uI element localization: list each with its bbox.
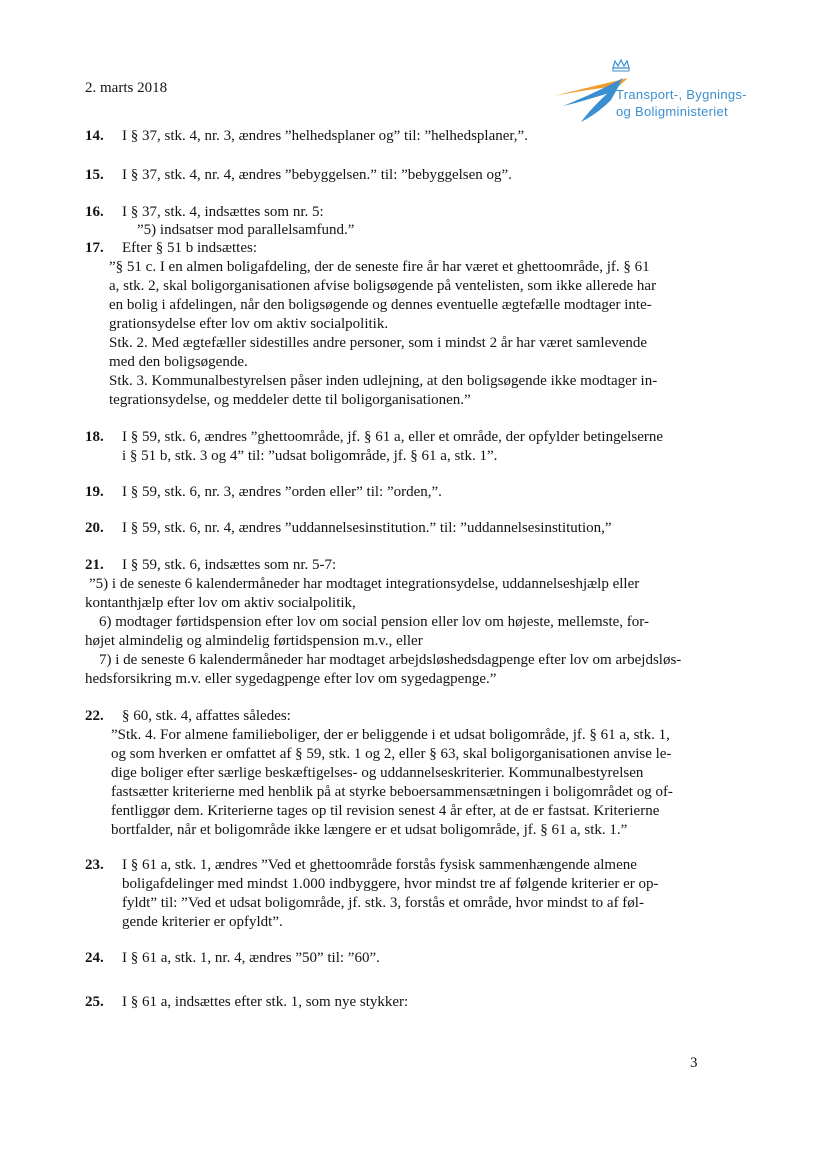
item-number: 24.: [85, 950, 104, 966]
item-text: I § 59, stk. 6, nr. 3, ændres ”orden eller” til: ”orden,”.: [122, 484, 442, 500]
item-line: med den boligsøgende.: [109, 354, 248, 370]
item-line: ”5) i de seneste 6 kalendermåneder har modtaget integrationsydelse, uddannelseshjælp eller: [89, 576, 640, 592]
item-line: boligafdelinger med mindst 1.000 indbyggere, hvor mindst tre af følgende kriterier er op-: [122, 876, 659, 892]
item-line: dige boliger efter særlige beskæftigelses- og uddannelseskriterier. Kommunalbestyrelsen: [111, 765, 644, 781]
item-text: Efter § 51 b indsættes:: [122, 240, 257, 256]
item-text: I § 59, stk. 6, ændres ”ghettoområde, jf. § 61 a, eller et område, der opfylder betingelserne: [122, 429, 664, 445]
item-text: I § 61 a, stk. 1, ændres ”Ved et ghettoområde forstås fysisk sammenhængende almene: [122, 857, 637, 873]
item-line: kontanthjælp efter lov om aktiv socialpolitik,: [85, 595, 356, 611]
item-number: 14.: [85, 128, 104, 144]
item-line: fentliggør dem. Kriterierne tages op til revision senest 4 år efter, at de er fastsat. Kriterierne: [111, 803, 660, 819]
item-line: 6) modtager førtidspension efter lov om social pension eller lov om højeste, mellemste, for-: [99, 614, 649, 630]
logo-text-line-1: Transport-, Bygnings-: [616, 87, 747, 102]
item-text: I § 61 a, stk. 1, nr. 4, ændres ”50” til: ”60”.: [122, 950, 380, 966]
item-number: 16.: [85, 204, 104, 220]
page-number: 3: [690, 1055, 698, 1071]
item-line: bortfalder, når et boligområde ikke længere er et udsat boligområde, jf. § 61 a, stk. 1.”: [111, 822, 628, 838]
item-line: 7) i de seneste 6 kalendermåneder har modtaget arbejdsløshedsdagpenge efter lov om arbejdsløs-: [99, 652, 682, 668]
item-line: i § 51 b, stk. 3 og 4” til: ”udsat boligområde, jf. § 61 a, stk. 1”.: [122, 448, 498, 464]
item-number: 22.: [85, 708, 104, 724]
item-text: I § 61 a, indsættes efter stk. 1, som nye stykker:: [122, 994, 409, 1010]
item-line: fastsætter kriterierne med henblik på at styrke beboersammensætningen i boligområdet og of-: [111, 784, 673, 800]
crown-icon: [613, 60, 629, 71]
item-number: 20.: [85, 520, 104, 536]
item-text: I § 37, stk. 4, nr. 4, ændres ”bebyggelsen.” til: ”bebyggelsen og”.: [122, 167, 512, 183]
item-line: og som hverken er omfattet af § 59, stk. 1 og 2, eller § 63, skal boligorganisationen anvise le-: [111, 746, 672, 762]
item-line: hedsforsikring m.v. eller sygedagpenge efter lov om sygedagpenge.”: [85, 671, 497, 687]
item-number: 15.: [85, 167, 104, 183]
item-number: 19.: [85, 484, 104, 500]
item-line: gende kriterier er opfyldt”.: [122, 914, 283, 930]
item-number: 21.: [85, 557, 104, 573]
item-line: en bolig i afdelingen, når den boligsøgende og dennes eventuelle ægtefælle modtager inte-: [109, 297, 652, 313]
date: 2. marts 2018: [85, 80, 168, 96]
item-number: 18.: [85, 429, 104, 445]
item-text: I § 59, stk. 6, nr. 4, ændres ”uddannelsesinstitution.” til: ”uddannelsesinstitution,”: [122, 520, 612, 536]
item-number: 25.: [85, 994, 104, 1010]
item-number: 23.: [85, 857, 104, 873]
item-line: fyldt” til: ”Ved et udsat boligområde, jf. stk. 3, forstås et område, hvor mindst to af føl-: [122, 895, 644, 911]
item-text: I § 37, stk. 4, nr. 3, ændres ”helhedsplaner og” til: ”helhedsplaner,”.: [122, 128, 528, 144]
item-line: højet almindelig og almindelig førtidspension m.v., eller: [85, 633, 423, 649]
item-number: 17.: [85, 240, 104, 256]
item-line: a, stk. 2, skal boligorganisationen afvise boligsøgende på ventelisten, som ikke allerede har: [109, 278, 657, 294]
item-line: Stk. 3. Kommunalbestyrelsen påser inden udlejning, at den boligsøgende ikke modtager in-: [109, 373, 658, 389]
item-line: ”§ 51 c. I en almen boligafdeling, der de seneste fire år har været et ghettoområde, jf. § 61: [109, 259, 650, 275]
item-line: tegrationsydelse, og meddeler dette til boligorganisationen.”: [109, 392, 471, 408]
item-line: ”Stk. 4. For almene familieboliger, der er beliggende i et udsat boligområde, jf. § 61 a, stk. 1,: [111, 727, 670, 743]
item-line: Stk. 2. Med ægtefæller sidestilles andre personer, som i mindst 2 år har været samlevende: [109, 335, 648, 351]
item-text: I § 37, stk. 4, indsættes som nr. 5:: [122, 204, 324, 220]
item-line: grationsydelse efter lov om aktiv socialpolitik.: [109, 316, 389, 332]
item-text: I § 59, stk. 6, indsættes som nr. 5-7:: [122, 557, 337, 573]
logo-text-line-2: og Boligministeriet: [616, 104, 728, 119]
item-line: ”5) indsatser mod parallelsamfund.”: [137, 222, 355, 238]
item-text: § 60, stk. 4, affattes således:: [122, 708, 291, 724]
